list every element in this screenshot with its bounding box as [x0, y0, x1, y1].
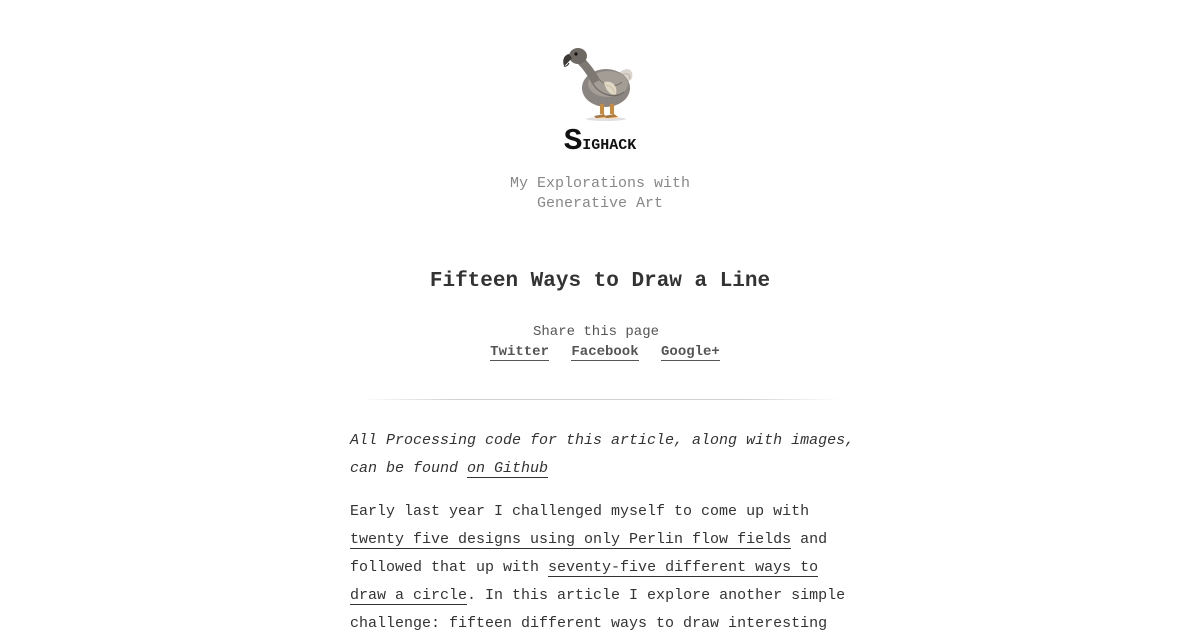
post-title: Fifteen Ways to Draw a Line [429, 270, 771, 293]
share-facebook-link[interactable]: Facebook [571, 344, 639, 360]
site-tagline: My Explorations with Generative Art [509, 175, 691, 212]
code-note-text: All Processing code for this article, along with images, can be found [350, 432, 855, 477]
github-link[interactable]: on Github [467, 460, 549, 477]
share-twitter-link[interactable]: Twitter [490, 344, 549, 360]
share-label: Share this page [532, 324, 660, 340]
intro-text-3: . In this article I explore another simple challenge: fifteen different ways to draw interesting [350, 587, 846, 630]
site-title-initial[interactable]: S [563, 124, 583, 159]
site-title-rest[interactable]: ighack [582, 131, 637, 156]
site-title[interactable] [0, 124, 1200, 159]
share-google-link[interactable]: Google+ [661, 344, 720, 360]
share-links [0, 344, 1200, 360]
draw-a-circle-link[interactable]: seventy-five different ways to draw a circle [350, 559, 819, 604]
article-body [350, 427, 860, 630]
intro-text-2: and followed that up with [350, 531, 828, 576]
section-divider [360, 399, 840, 400]
intro-paragraph [350, 498, 860, 630]
perlin-flow-fields-link[interactable]: twenty five designs using only Perlin flow fields [350, 531, 792, 548]
intro-text-1: Early last year I challenged myself to come up with [350, 503, 810, 520]
dodo-bird-icon[interactable] [558, 42, 642, 122]
code-note [350, 427, 860, 483]
